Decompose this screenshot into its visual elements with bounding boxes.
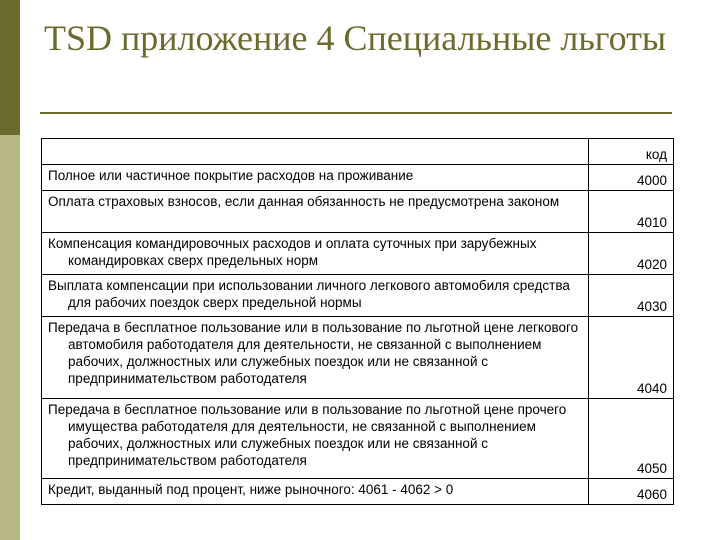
table-row xyxy=(42,479,674,505)
slide-title: TSD приложение 4 Специальные льготы xyxy=(44,18,667,58)
table-row xyxy=(42,233,674,275)
sidebar-accent-dark xyxy=(0,0,20,135)
sidebar-accent-bar xyxy=(0,0,20,540)
row-code: 4050 xyxy=(589,399,674,479)
row-code: 4010 xyxy=(589,191,674,233)
row-code: 4020 xyxy=(589,233,674,275)
header-description-cell xyxy=(42,139,589,165)
table-row xyxy=(42,317,674,399)
row-description: Кредит, выданный под процент, ниже рыночного: 4061 - 4062 > 0 xyxy=(42,479,589,505)
benefits-table xyxy=(41,138,674,505)
row-description: Передача в бесплатное пользование или в пользование по льготной цене прочего имущества работодателя для деятельности, не связанной с выполнением рабочих, должностных или служебных поездок или не связанной с предпринимательством работодателя xyxy=(42,399,589,479)
row-code: 4030 xyxy=(589,275,674,317)
row-code: 4040 xyxy=(589,317,674,399)
table-row xyxy=(42,399,674,479)
row-description: Полное или частичное покрытие расходов на проживание xyxy=(42,165,589,191)
row-description: Оплата страховых взносов, если данная обязанность не предусмотрена законом xyxy=(42,191,589,233)
table-header-row xyxy=(42,139,674,165)
table-row xyxy=(42,165,674,191)
header-code-cell: код xyxy=(589,139,674,165)
table-row xyxy=(42,191,674,233)
row-code: 4060 xyxy=(589,479,674,505)
row-code: 4000 xyxy=(589,165,674,191)
row-description: Передача в бесплатное пользование или в пользование по льготной цене легкового автомобиля работодателя для деятельности, не связанной с выполнением рабочих, должностных или служебных поездок или не связанной с предпринимательством работодателя xyxy=(42,317,589,399)
row-description: Компенсация командировочных расходов и оплата суточных при зарубежных командировках сверх предельных норм xyxy=(42,233,589,275)
table-row xyxy=(42,275,674,317)
row-description: Выплата компенсации при использовании личного легкового автомобиля средства для рабочих поездок сверх предельной нормы xyxy=(42,275,589,317)
title-underline xyxy=(40,112,672,114)
